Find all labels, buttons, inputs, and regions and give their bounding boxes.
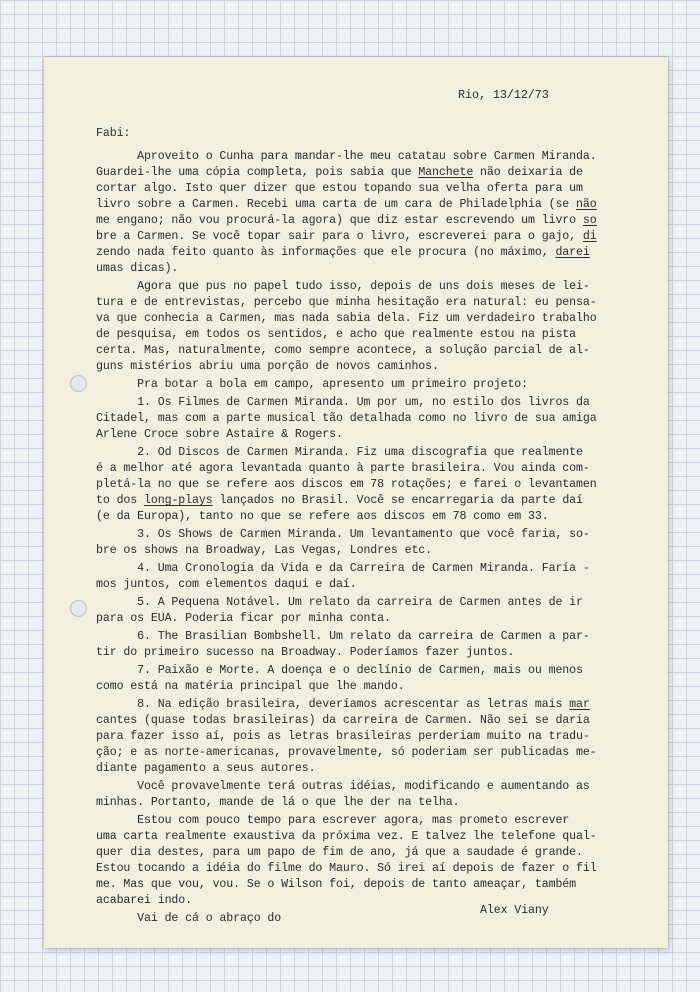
punch-hole (70, 600, 87, 617)
letter-line: Aproveito o Cunha para mandar-lhe meu catatau sobre Carmen Miranda. (96, 150, 597, 163)
letter-line: ção; e as norte-americanas, provavelmente, só poderiam ser publicadas me- (96, 746, 597, 759)
letter-line: 4. Uma Cronologia da Vida e da Carreira de Carmen Miranda. Faría - (96, 562, 590, 575)
letter-line: de pesquisa, em todos os sentidos, e acho que realmente estou na pista (96, 328, 577, 341)
letter-line: como está na matéria principal que lhe mando. (96, 680, 405, 693)
letter-line: diante pagamento a seus autores. (96, 762, 316, 775)
underlined-word: darei (555, 246, 590, 259)
letter-salutation: Fabi: (96, 127, 131, 140)
letter-line: Estou tocando a idéia do filme do Mauro. Só irei aí depois de fazer o fil (96, 862, 597, 875)
underlined-word: mar (569, 698, 590, 711)
letter-line: Vai de cá o abraço do (96, 912, 282, 925)
letter-line: va que conhecia a Carmen, mas nada sabia dela. Fiz um verdadeiro trabalho (96, 312, 597, 325)
letter-line: certa. Mas, naturalmente, como sempre acontece, a solução parcial de al- (96, 344, 590, 357)
letter-line: uma carta realmente exaustiva da próxima vez. E talvez lhe telefone qual- (96, 830, 597, 843)
letter-line: Guardei-lhe uma cópia completa, pois sabia que Manchete não deixaria de (96, 166, 583, 179)
letter-signature: Alex Viany (480, 904, 549, 917)
letter-date: Rio, 13/12/73 (458, 88, 549, 102)
letter-line: Você provavelmente terá outras idéias, modificando e aumentando as (96, 780, 590, 793)
underlined-word: não (576, 198, 597, 211)
letter-line: tir do primeiro sucesso na Broadway. Poderíamos fazer juntos. (96, 646, 515, 659)
letter-line: cantes (quase todas brasileiras) da carreira de Carmen. Não sei se daria (96, 714, 590, 727)
letter-line: umas dicas). (96, 262, 179, 275)
letter-line: acabarei indo. (96, 894, 193, 907)
letter-line: Agora que pus no papel tudo isso, depois de uns dois meses de lei- (96, 280, 590, 293)
letter-line: me engano; não vou procurá-la agora) que diz estar escrevendo um livro so (96, 214, 597, 227)
letter-line: to dos long-plays lançados no Brasil. Você se encarregaria da parte daí (96, 494, 583, 507)
letter-sheet (44, 57, 668, 948)
letter-line: zendo nada feito quanto às informações que ele procura (no máximo, darei (96, 246, 590, 259)
letter-line: minhas. Portanto, mande de lá o que lhe der na telha. (96, 796, 460, 809)
underlined-word: so (582, 214, 597, 227)
letter-line: guns mistérios abriu uma porção de novos caminhos. (96, 360, 439, 373)
letter-line: para fazer isso aí, pois as letras brasileiras perderiam muito na tradu- (96, 730, 590, 743)
letter-line: quer dia destes, para um papo de fim de ano, já que a saudade é grande. (96, 846, 583, 859)
letter-line: cortar algo. Isto quer dizer que estou topando sua velha oferta para um (96, 182, 583, 195)
letter-line: bre os shows na Broadway, Las Vegas, Londres etc. (96, 544, 433, 557)
letter-line: bre a Carmen. Se você topar sair para o livro, escreverei para o gajo, di (96, 230, 597, 243)
letter-line: (e da Europa), tanto no que se refere aos discos em 78 como em 33. (96, 510, 549, 523)
letter-line: 3. Os Shows de Carmen Miranda. Um levantamento que você faria, so- (96, 528, 590, 541)
letter-line: tura e de entrevistas, percebo que minha hesitação era natural: eu pensa- (96, 296, 597, 309)
letter-line: Estou com pouco tempo para escrever agora, mas prometo escrever (96, 814, 570, 827)
letter-line: Arlene Croce sobre Astaire & Rogers. (96, 428, 343, 441)
letter-line: Citadel, mas com a parte musical tão detalhada como no livro de sua amiga (96, 412, 597, 425)
letter-line: livro sobre a Carmen. Recebi uma carta de um cara de Philadelphia (se não (96, 198, 597, 211)
letter-line: 2. Od Discos de Carmen Miranda. Fiz uma discografia que realmente (96, 446, 583, 459)
underlined-word: Manchete (418, 166, 474, 179)
underlined-word: long-plays (144, 494, 213, 507)
letter-line: pletá-la no que se refere aos discos em 78 rotações; e farei o levantamen (96, 478, 597, 491)
letter-line: 8. Na edição brasileira, deveríamos acrescentar as letras mais mar (96, 698, 590, 711)
letter-line: mos juntos, com elementos daqui e daí. (96, 578, 357, 591)
letter-line: 7. Paixão e Morte. A doença e o declínio de Carmen, mais ou menos (96, 664, 583, 677)
letter-line: 6. The Brasilian Bombshell. Um relato da carreira de Carmen a par- (96, 630, 590, 643)
letter-line: Pra botar a bola em campo, apresento um primeiro projeto: (96, 378, 529, 391)
letter-line: 5. A Pequena Notável. Um relato da carreira de Carmen antes de ir (96, 596, 583, 609)
letter-line: me. Mas que vou, vou. Se o Wilson foi, depois de tanto ameaçar, também (96, 878, 577, 891)
letter-line: para os EUA. Poderia ficar por minha conta. (96, 612, 391, 625)
underlined-word: di (582, 230, 597, 243)
letter-line: 1. Os Filmes de Carmen Miranda. Um por um, no estilo dos livros da (96, 396, 590, 409)
letter-line: é a melhor até agora levantada quanto à parte brasileira. Vou ainda com- (96, 462, 590, 475)
punch-hole (70, 375, 87, 392)
